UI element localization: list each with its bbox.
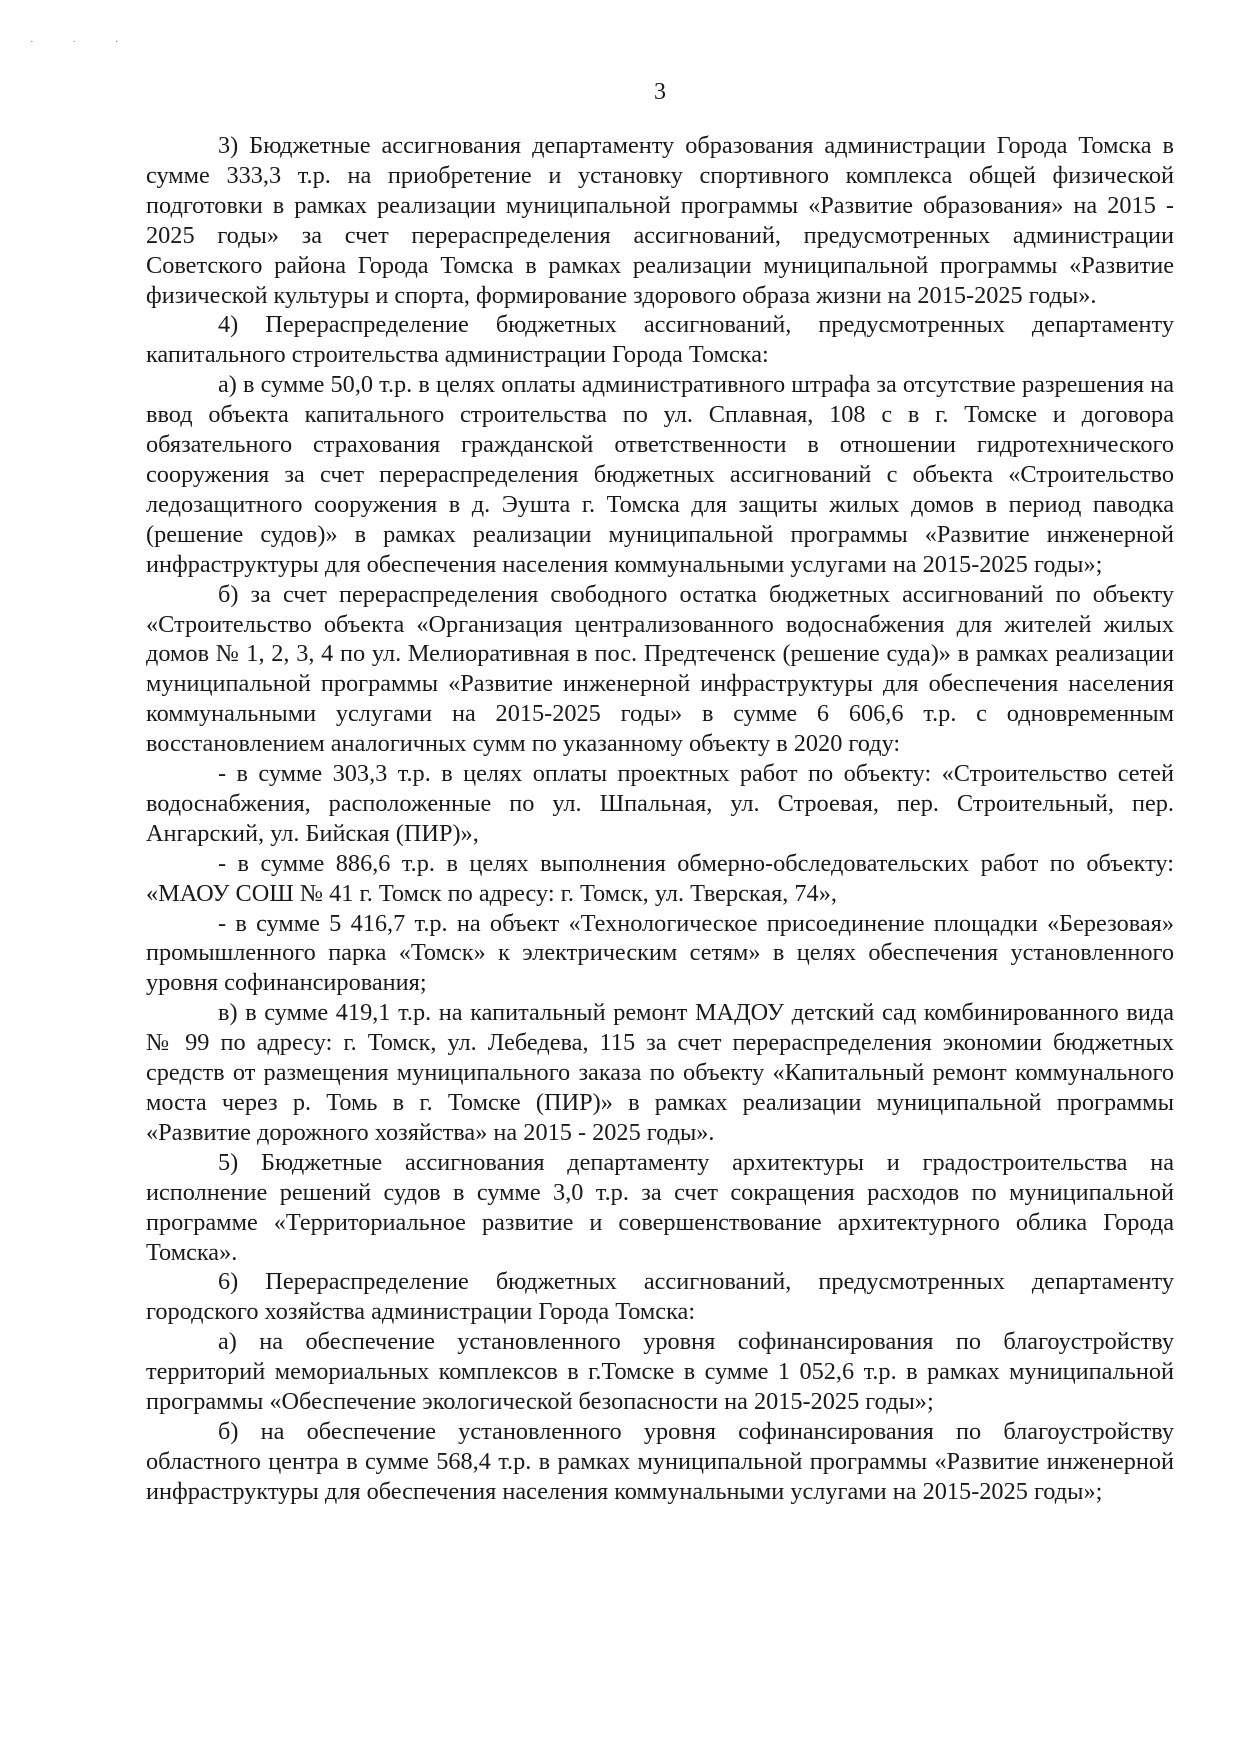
paragraph-item-6a: а) на обеспечение установленного уровня софинансирования по благоустройству территорий мемориальных комплексов в г.Томске в сумме 1 052,6 т.р. в рамках муниципальной программы «Обеспечение экологической безопасности на 2015-2025 годы»; bbox=[146, 1328, 1174, 1416]
paragraph-item-4b: б) за счет перераспределения свободного остатка бюджетных ассигнований по объекту «Строительство объекта «Организация централизованного водоснабжения для жителей жилых домов № 1, 2, 3, 4 по ул. Мелиоративная в пос. Предтеченск (решение суда)» в рамках реализации муниципальной программы «Развитие инженерной инфраструктуры для обеспечения населения коммунальными услугами на 2015-2025 годы» в сумме 6 606,6 т.р. с одновременным восстановлением аналогичных сумм по указанному объекту в 2020 году: bbox=[146, 580, 1174, 758]
page-number: 3 bbox=[654, 79, 666, 105]
paragraph-item-3: 3) Бюджетные ассигнования департаменту образования администрации Города Томска в сумме 333,3 т.р. на приобретение и установку спортивного комплекса общей физической подготовки в рамках реализации муниципальной программы «Развитие образования» на 2015 - 2025 годы» за счет перераспределения ассигнований, предусмотренных администрации Советского района Города Томска в рамках реализации муниципальной программы «Развитие физической культуры и спорта, формирование здорового образа жизни на 2015-2025 годы». bbox=[146, 132, 1174, 309]
paragraph-item-4a: а) в сумме 50,0 т.р. в целях оплаты административного штрафа за отсутствие разрешения на ввод объекта капитального строительства по ул. Сплавная, 108 с в г. Томске и договора обязательного страхования гражданской ответственности в отношении гидротехнического сооружения за счет перераспределения бюджетных ассигнований с объекта «Строительство ледозащитного сооружения в д. Эушта г. Томска для защиты жилых домов в период паводка (решение судов)» в рамках реализации муниципальной программы «Развитие инженерной инфраструктуры для обеспечения населения коммунальными услугами на 2015-2025 годы»; bbox=[146, 371, 1174, 578]
paragraph-item-5: 5) Бюджетные ассигнования департаменту архитектуры и градостроительства на исполнение решений судов в сумме 3,0 т.р. за счет сокращения расходов по муниципальной программе «Территориальное развитие и совершенствование архитектурного облика Города Томска». bbox=[146, 1148, 1174, 1266]
document-body bbox=[146, 131, 1174, 1507]
scan-marks: · · · bbox=[30, 36, 137, 48]
paragraph-item-4: 4) Перераспределение бюджетных ассигнований, предусмотренных департаменту капитального строительства администрации Города Томска: bbox=[146, 311, 1174, 369]
paragraph-item-4b-sub2: - в сумме 886,6 т.р. в целях выполнения обмерно-обследовательских работ по объекту: «МАОУ СОШ № 41 г. Томск по адресу: г. Томск, ул. Тверская, 74», bbox=[146, 849, 1174, 907]
paragraph-item-4v: в) в сумме 419,1 т.р. на капитальный ремонт МАДОУ детский сад комбинированного вида № 99 по адресу: г. Томск, ул. Лебедева, 115 за счет перераспределения экономии бюджетных средств от размещения муниципального заказа по объекту «Капитальный ремонт коммунального моста через р. Томь в г. Томске (ПИР)» в рамках реализации муниципальной программы «Развитие дорожного хозяйства» на 2015 - 2025 годы». bbox=[146, 999, 1174, 1146]
paragraph-item-4b-sub3: - в сумме 5 416,7 т.р. на объект «Технологическое присоединение площадки «Березовая» промышленного парка «Томск» к электрическим сетям» в целях обеспечения установленного уровня софинансирования; bbox=[146, 909, 1174, 997]
paragraph-item-6: 6) Перераспределение бюджетных ассигнований, предусмотренных департаменту городского хозяйства администрации Города Томска: bbox=[146, 1268, 1174, 1326]
paragraph-item-4b-sub1: - в сумме 303,3 т.р. в целях оплаты проектных работ по объекту: «Строительство сетей водоснабжения, расположенные по ул. Шпальная, ул. Строевая, пер. Строительный, пер. Ангарский, ул. Бийская (ПИР)», bbox=[146, 760, 1174, 847]
paragraph-item-6b: б) на обеспечение установленного уровня софинансирования по благоустройству областного центра в сумме 568,4 т.р. в рамках муниципальной программы «Развитие инженерной инфраструктуры для обеспечения населения коммунальными услугами на 2015-2025 годы»; bbox=[146, 1417, 1174, 1505]
